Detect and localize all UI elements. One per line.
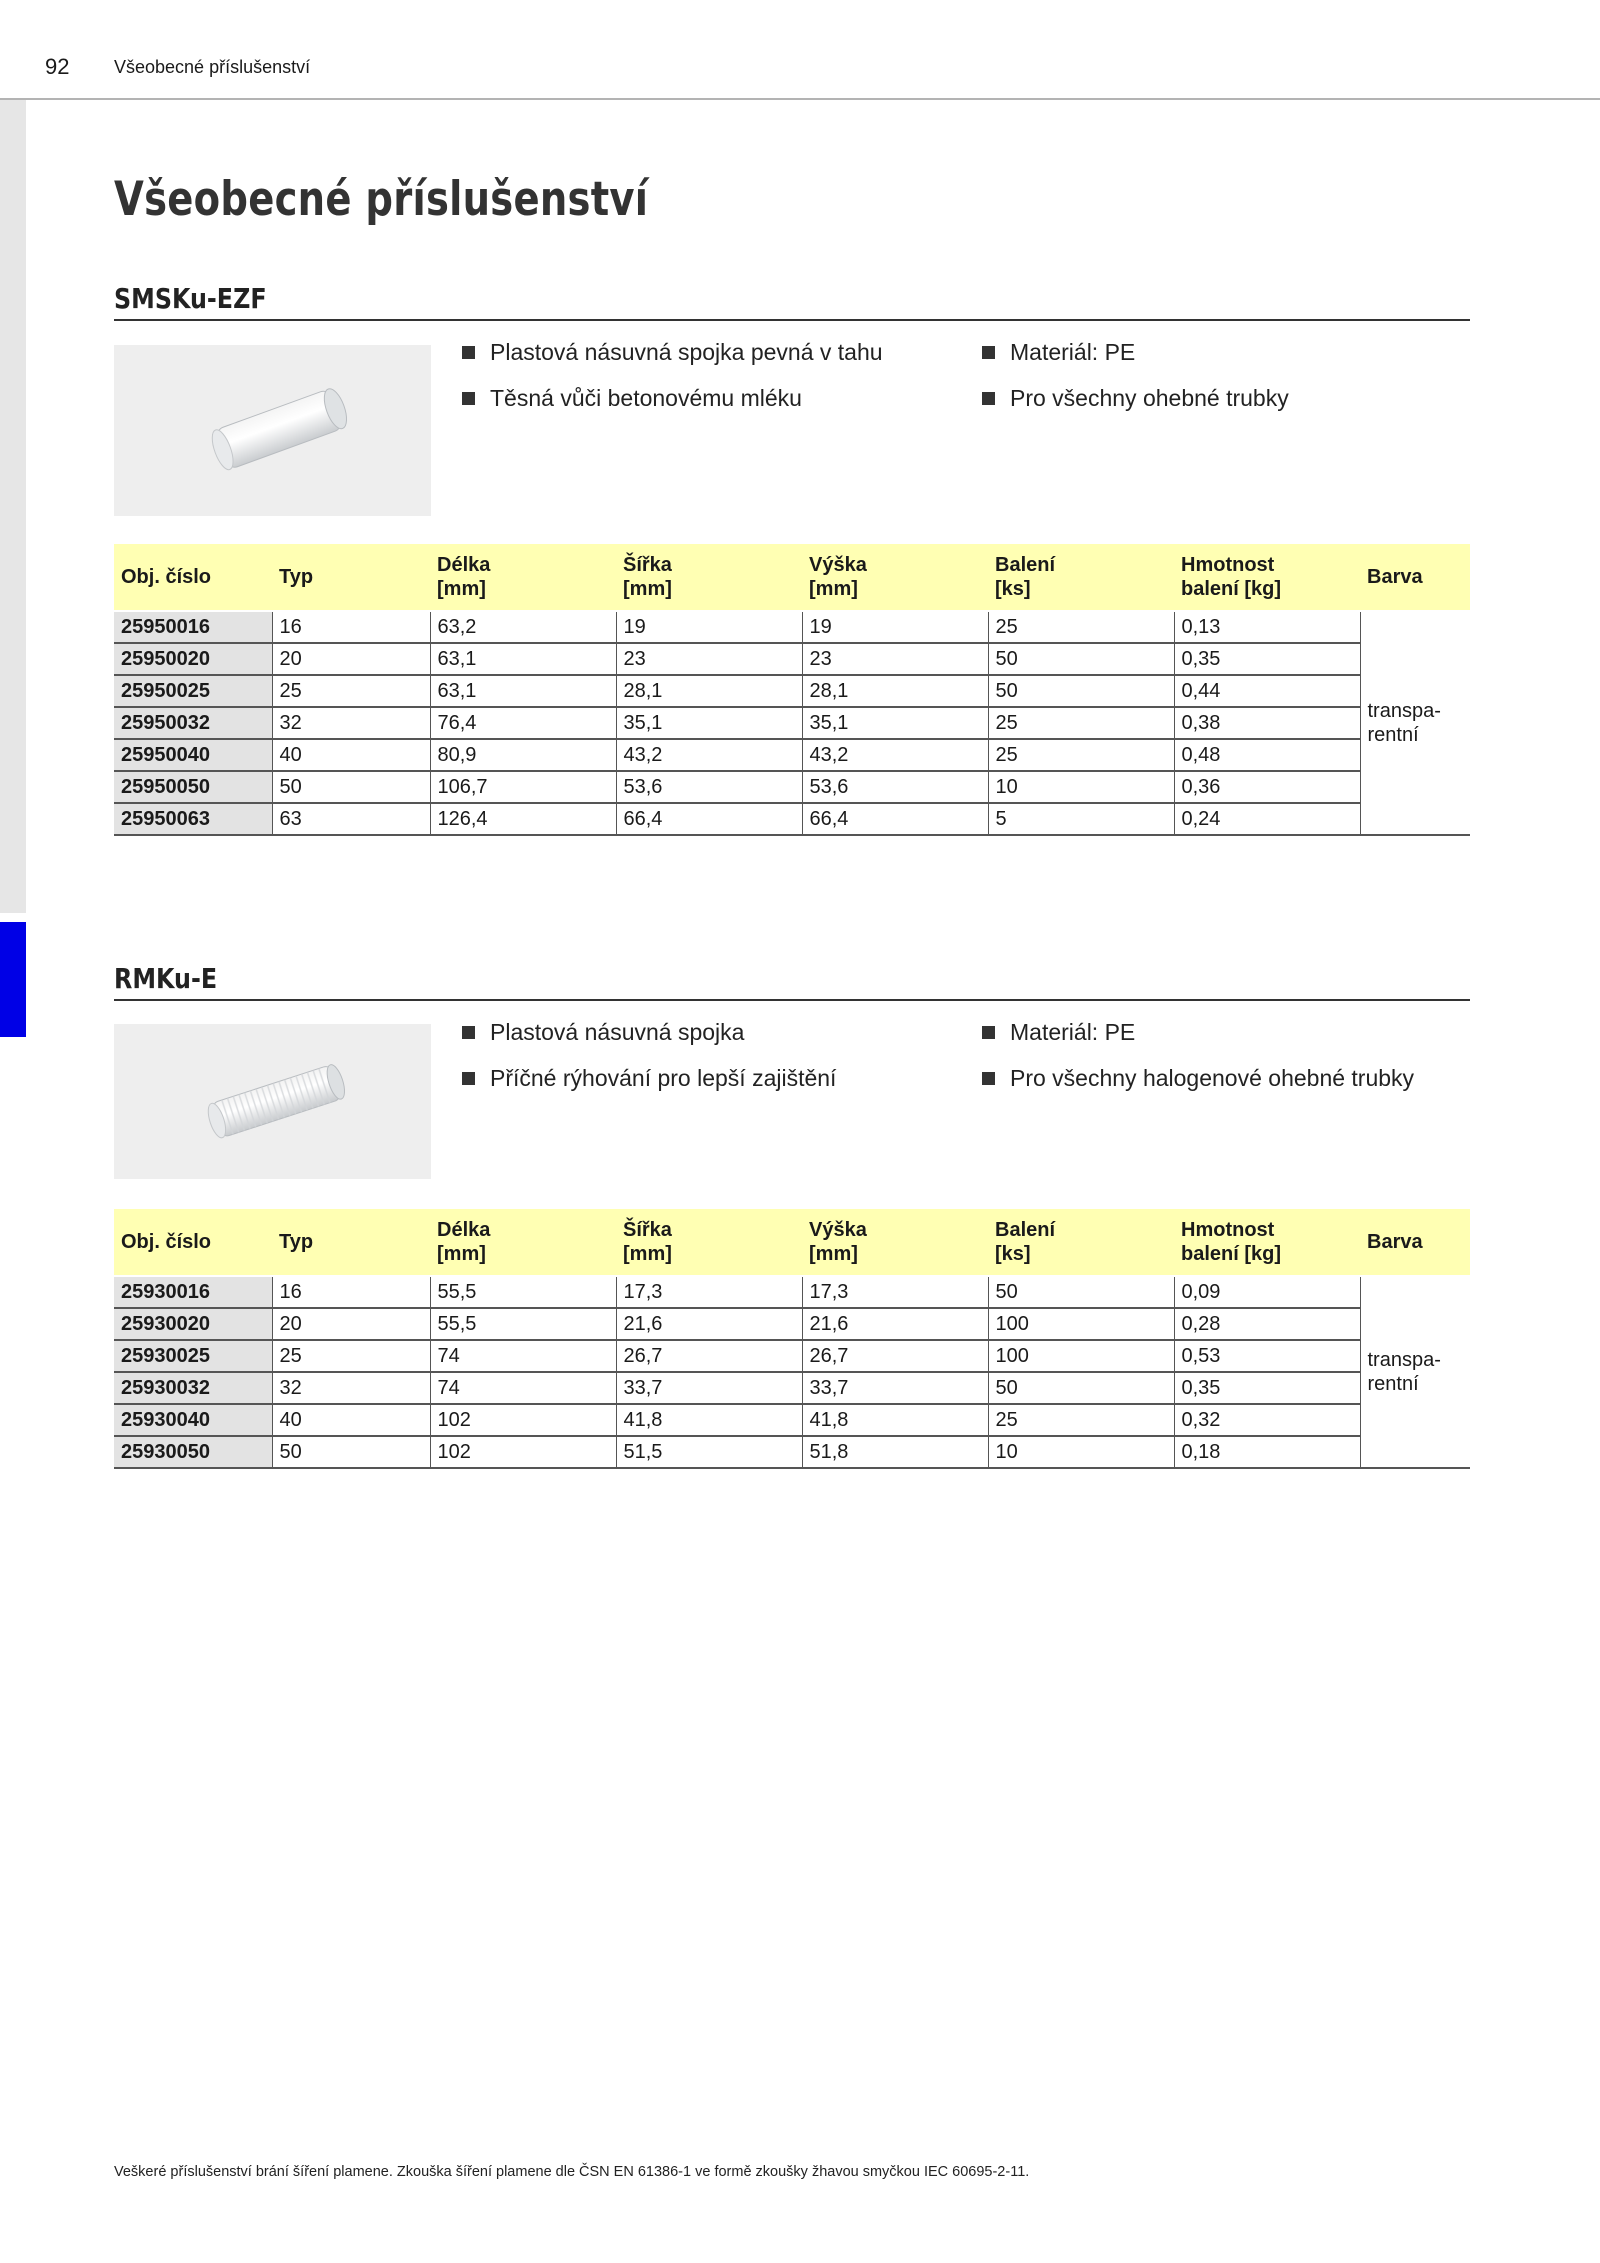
table-row [114,611,1470,643]
type-cell: 16 [272,611,430,643]
type-cell: 25 [272,1340,430,1372]
table-row [114,1340,1470,1372]
order-number: 25950025 [114,675,272,707]
weight-cell: 0,32 [1174,1404,1360,1436]
length-cell: 102 [430,1436,616,1468]
package-cell: 50 [988,1276,1174,1308]
height-cell: 43,2 [802,739,988,771]
table-row [114,1276,1470,1308]
height-cell: 51,8 [802,1436,988,1468]
length-cell: 63,2 [430,611,616,643]
page-header [0,0,1600,100]
order-number: 25930032 [114,1372,272,1404]
table-row [114,675,1470,707]
order-number: 25930025 [114,1340,272,1372]
length-cell: 63,1 [430,675,616,707]
length-cell: 80,9 [430,739,616,771]
height-cell: 23 [802,643,988,675]
table-row [114,707,1470,739]
bullet-icon [462,1026,475,1039]
weight-cell: 0,18 [1174,1436,1360,1468]
column-header: Balení [ks] [988,1209,1174,1276]
order-number: 25930040 [114,1404,272,1436]
table-row [114,1308,1470,1340]
table-row [114,803,1470,835]
column-header: Výška [mm] [802,1209,988,1276]
feature-item: Plastová násuvná spojka [462,1019,744,1046]
weight-cell: 0,38 [1174,707,1360,739]
width-cell: 28,1 [616,675,802,707]
feature-item: Materiál: PE [982,1019,1135,1046]
column-header: Typ [272,1209,430,1276]
weight-cell: 0,13 [1174,611,1360,643]
table-row [114,1372,1470,1404]
table-row [114,1404,1470,1436]
height-cell: 53,6 [802,771,988,803]
order-number: 25950016 [114,611,272,643]
type-cell: 50 [272,1436,430,1468]
column-header: Výška [mm] [802,544,988,611]
product-image-smsku-ezf [114,345,431,516]
table-row [114,1436,1470,1468]
chapter-marker [0,922,26,1037]
width-cell: 19 [616,611,802,643]
column-header: Šířka [mm] [616,1209,802,1276]
width-cell: 35,1 [616,707,802,739]
type-cell: 20 [272,643,430,675]
length-cell: 55,5 [430,1276,616,1308]
weight-cell: 0,53 [1174,1340,1360,1372]
bullet-icon [982,346,995,359]
column-header: Typ [272,544,430,611]
height-cell: 26,7 [802,1340,988,1372]
table-header-row [114,1209,1470,1276]
feature-item: Pro všechny halogenové ohebné trubky [982,1065,1414,1092]
feature-item: Plastová násuvná spojka pevná v tahu [462,339,883,366]
spec-table-rmku-e [114,1209,1470,1469]
package-cell: 25 [988,707,1174,739]
column-header: Délka [mm] [430,1209,616,1276]
width-cell: 21,6 [616,1308,802,1340]
column-header: Barva [1360,544,1470,611]
package-cell: 10 [988,771,1174,803]
bullet-icon [982,1026,995,1039]
feature-item: Pro všechny ohebné trubky [982,385,1289,412]
feature-item: Příčné rýhování pro lepší zajištění [462,1065,836,1092]
type-cell: 40 [272,1404,430,1436]
weight-cell: 0,09 [1174,1276,1360,1308]
package-cell: 25 [988,611,1174,643]
length-cell: 74 [430,1340,616,1372]
table-row [114,771,1470,803]
column-header: Balení [ks] [988,544,1174,611]
package-cell: 100 [988,1308,1174,1340]
type-cell: 16 [272,1276,430,1308]
weight-cell: 0,36 [1174,771,1360,803]
length-cell: 126,4 [430,803,616,835]
weight-cell: 0,48 [1174,739,1360,771]
weight-cell: 0,35 [1174,643,1360,675]
width-cell: 26,7 [616,1340,802,1372]
column-header: Hmotnost balení [kg] [1174,1209,1360,1276]
order-number: 25950040 [114,739,272,771]
section-heading-smsku-ezf [114,282,1470,321]
width-cell: 17,3 [616,1276,802,1308]
type-cell: 32 [272,1372,430,1404]
package-cell: 50 [988,1372,1174,1404]
length-cell: 106,7 [430,771,616,803]
bullet-icon [462,392,475,405]
type-cell: 25 [272,675,430,707]
column-header: Barva [1360,1209,1470,1276]
length-cell: 63,1 [430,643,616,675]
page-number: 92 [45,54,70,79]
table-header-row [114,544,1470,611]
weight-cell: 0,24 [1174,803,1360,835]
order-number: 25950050 [114,771,272,803]
product-image-rmku-e [114,1024,431,1179]
type-cell: 20 [272,1308,430,1340]
color-cell: transpa- rentní [1360,1276,1470,1468]
height-cell: 66,4 [802,803,988,835]
length-cell: 74 [430,1372,616,1404]
width-cell: 51,5 [616,1436,802,1468]
package-cell: 10 [988,1436,1174,1468]
order-number: 25930016 [114,1276,272,1308]
column-header: Obj. číslo [114,1209,272,1276]
length-cell: 76,4 [430,707,616,739]
height-cell: 33,7 [802,1372,988,1404]
side-strip [0,100,26,913]
length-cell: 102 [430,1404,616,1436]
width-cell: 66,4 [616,803,802,835]
type-cell: 32 [272,707,430,739]
column-header: Obj. číslo [114,544,272,611]
order-number: 25930020 [114,1308,272,1340]
feature-item: Těsná vůči betonovému mléku [462,385,802,412]
order-number: 25930050 [114,1436,272,1468]
package-cell: 25 [988,1404,1174,1436]
length-cell: 55,5 [430,1308,616,1340]
table-row [114,643,1470,675]
weight-cell: 0,44 [1174,675,1360,707]
width-cell: 33,7 [616,1372,802,1404]
section-heading-rmku-e [114,962,1470,1001]
package-cell: 50 [988,643,1174,675]
order-number: 25950032 [114,707,272,739]
weight-cell: 0,35 [1174,1372,1360,1404]
bullet-icon [462,1072,475,1085]
width-cell: 23 [616,643,802,675]
column-header: Délka [mm] [430,544,616,611]
height-cell: 35,1 [802,707,988,739]
width-cell: 53,6 [616,771,802,803]
section-title: SMSKu-EZF [114,282,267,315]
running-title: Všeobecné příslušenství [114,57,311,77]
spec-table-smsku-ezf [114,544,1470,836]
height-cell: 28,1 [802,675,988,707]
bullet-icon [982,392,995,405]
height-cell: 21,6 [802,1308,988,1340]
bullet-icon [982,1072,995,1085]
package-cell: 25 [988,739,1174,771]
color-cell: transpa- rentní [1360,611,1470,835]
width-cell: 41,8 [616,1404,802,1436]
package-cell: 5 [988,803,1174,835]
footnote: Veškeré příslušenství brání šíření plamene. Zkouška šíření plamene dle ČSN EN 61386-1 ve formě zkoušky žhavou smyčkou IEC 60695-2-11. [114,2164,1030,2180]
column-header: Hmotnost balení [kg] [1174,544,1360,611]
width-cell: 43,2 [616,739,802,771]
section-title: RMKu-E [114,962,218,995]
column-header: Šířka [mm] [616,544,802,611]
order-number: 25950063 [114,803,272,835]
height-cell: 41,8 [802,1404,988,1436]
bullet-icon [462,346,475,359]
type-cell: 50 [272,771,430,803]
feature-item: Materiál: PE [982,339,1135,366]
type-cell: 63 [272,803,430,835]
page-title: Všeobecné příslušenství [114,172,649,227]
package-cell: 50 [988,675,1174,707]
height-cell: 19 [802,611,988,643]
type-cell: 40 [272,739,430,771]
order-number: 25950020 [114,643,272,675]
table-row [114,739,1470,771]
package-cell: 100 [988,1340,1174,1372]
weight-cell: 0,28 [1174,1308,1360,1340]
height-cell: 17,3 [802,1276,988,1308]
